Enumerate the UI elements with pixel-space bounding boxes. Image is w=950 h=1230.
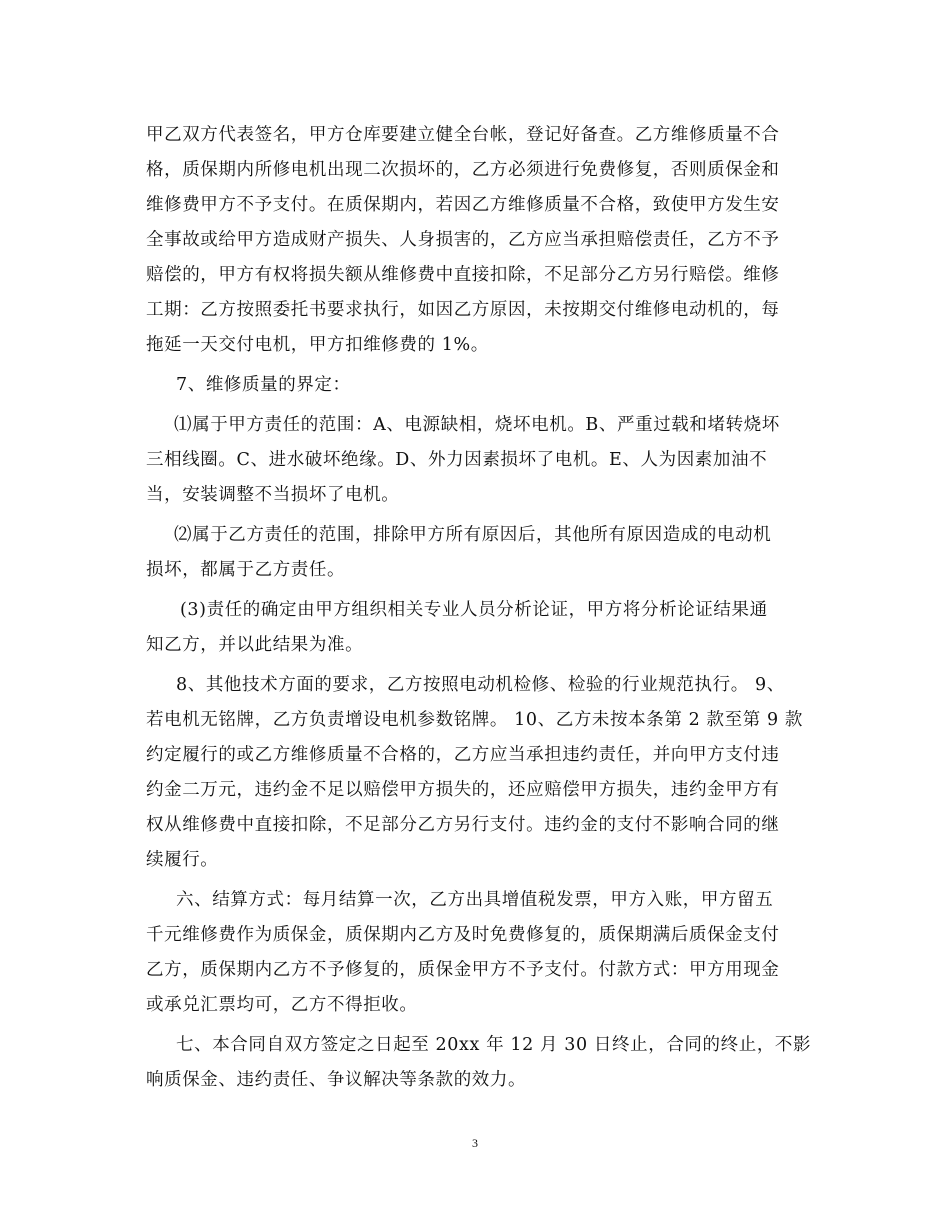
text-line: ⑵属于乙方责任的范围，排除甲方所有原因后，其他所有原因造成的电动机 [174, 525, 772, 545]
text-line: 千元维修费作为质保金，质保期内乙方及时免费修复的，质保期满后质保金支付 [146, 925, 780, 945]
text-line: 约金二万元，违约金不足以赔偿甲方损失的，还应赔偿甲方损失，违约金甲方有 [146, 780, 780, 800]
text-line: (3)责任的确定由甲方组织相关专业人员分析论证，甲方将分析论证结果通 [180, 600, 768, 620]
text-line: 8、其他技术方面的要求，乙方按照电动机检修、检验的行业规范执行。 9、 [176, 675, 785, 695]
text-line: 权从维修费中直接扣除，不足部分乙方另行支付。违约金的支付不影响合同的继 [146, 815, 780, 835]
text-line: 工期：乙方按照委托书要求执行，如因乙方原因，未按期交付维修电动机的，每 [146, 300, 780, 320]
text-line: 续履行。 [146, 850, 219, 870]
text-line: 知乙方，并以此结果为准。 [146, 635, 364, 655]
text-line: 当，安装调整不当损坏了电机。 [146, 485, 400, 505]
text-line: 约定履行的或乙方维修质量不合格的，乙方应当承担违约责任，并向甲方支付违 [146, 745, 780, 765]
text-line: 赔偿的，甲方有权将损失额从维修费中直接扣除，不足部分乙方另行赔偿。维修 [146, 265, 780, 285]
text-line: ⑴属于甲方责任的范围：A、电源缺相，烧坏电机。B、严重过载和堵转烧坏 [174, 415, 780, 435]
text-line: 六、结算方式：每月结算一次，乙方出具增值税发票，甲方入账，甲方留五 [176, 890, 774, 910]
text-line: 响质保金、违约责任、争议解决等条款的效力。 [146, 1070, 527, 1090]
document-body [146, 118, 812, 1098]
text-line: 维修费甲方不予支付。在质保期内，若因乙方维修质量不合格，致使甲方发生安 [146, 195, 780, 215]
text-line: 乙方，质保期内乙方不予修复的，质保金甲方不予支付。付款方式：甲方用现金 [146, 960, 780, 980]
page-number: 3 [472, 1136, 478, 1150]
text-line: 拖延一天交付电机，甲方扣维修费的 1%。 [146, 335, 489, 355]
text-line: 若电机无铭牌，乙方负责增设电机参数铭牌。 10、乙方未按本条第 2 款至第 9 款 [146, 710, 803, 730]
section-heading: 7、维修质量的界定： [176, 375, 351, 395]
text-line: 七、本合同自双方签定之日起至 20xx 年 12 月 30 日终止，合同的终止，不影 [176, 1035, 812, 1055]
text-line: 三相线圈。C、进水破坏绝缘。D、外力因素损坏了电机。E、人为因素加油不 [146, 450, 768, 470]
text-line: 甲乙双方代表签名，甲方仓库要建立健全台帐，登记好备查。乙方维修质量不合 [146, 125, 780, 145]
text-line: 全事故或给甲方造成财产损失、人身损害的，乙方应当承担赔偿责任，乙方不予 [146, 230, 780, 250]
text-line: 格，质保期内所修电机出现二次损坏的，乙方必须进行免费修复，否则质保金和 [146, 160, 780, 180]
text-line: 或承兑汇票均可，乙方不得拒收。 [146, 995, 418, 1015]
text-line: 损坏，都属于乙方责任。 [146, 560, 346, 580]
